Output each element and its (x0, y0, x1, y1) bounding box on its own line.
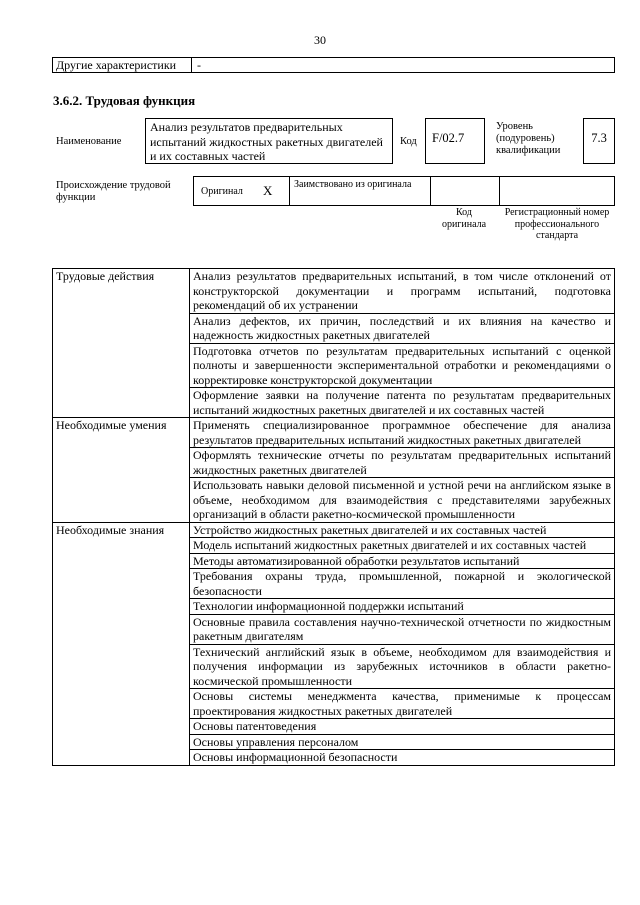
table-cell: Требования охраны труда, промышленной, пожарной и экологической безопасности (190, 569, 615, 599)
table-row (53, 269, 615, 314)
borrowed-label: Заимствовано из оригинала (294, 179, 412, 190)
table-cell: Основы информационной безопасности (190, 750, 615, 766)
section-heading: 3.6.2. Трудовая функция (53, 93, 196, 108)
name-label: Наименование (56, 136, 122, 147)
divider (191, 58, 192, 72)
level-value: 7.3 (591, 131, 607, 145)
other-characteristics-label: Другие характеристики (56, 58, 177, 72)
table-cell: Основные правила составления научно-технической отчетности по жидкостным ракетным двигателям (190, 614, 615, 644)
table-cell: Основы управления персоналом (190, 734, 615, 750)
code-label: Код (400, 136, 417, 147)
table-cell: Использовать навыки деловой письменной и устной речи на английском языке в объеме, необходимом для взаимодействия с представителями зарубежных организаций в области ракетно-космической промышленности (190, 478, 615, 523)
table-cell: Анализ дефектов, их причин, последствий и их влияния на качество и надежность жидкостных ракетных двигателей (190, 313, 615, 343)
table-cell: Основы системы менеджмента качества, применимые к процессам проектирования жидкостных ракетных двигателей (190, 689, 615, 719)
reg-number-caption: Регистрационный номер профессионального стандарта (504, 207, 610, 241)
original-mark: X (263, 183, 273, 198)
section-title: Необходимые знания (53, 522, 190, 765)
other-characteristics-value: - (197, 58, 201, 72)
original-label: Оригинал (201, 186, 243, 197)
table-cell: Анализ результатов предварительных испытаний, в том числе отклонений от конструкторской документации и программ испытаний, подготовка рекомендаций об их устранении (190, 269, 615, 314)
code-original-caption: Код оригинала (441, 207, 487, 230)
table-cell: Методы автоматизированной обработки результатов испытаний (190, 553, 615, 569)
table-row (53, 418, 615, 448)
table-cell: Технический английский язык в объеме, необходимом для взаимодействия и получения информации из зарубежных источников в области ракетно-космической промышленности (190, 644, 615, 689)
other-characteristics-row (52, 57, 615, 73)
code-value: F/02.7 (432, 131, 465, 145)
table-cell: Устройство жидкостных ракетных двигателей и их составных частей (190, 522, 615, 538)
page-number: 30 (314, 33, 326, 47)
borrowed-box (289, 176, 431, 206)
table-cell: Оформление заявки на получение патента по результатам предварительных испытаний жидкостных ракетных двигателей и их составных частей (190, 388, 615, 418)
table-row (53, 522, 615, 538)
table-cell: Модель испытаний жидкостных ракетных двигателей и их составных частей (190, 538, 615, 554)
code-box (425, 118, 485, 164)
section-title: Трудовые действия (53, 269, 190, 418)
table-cell: Подготовка отчетов по результатам предварительных испытаний с оценкой полноты и завершенности экспериментальной отработки и рекомендациями о корректировке конструкторской документации (190, 343, 615, 388)
section-title: Необходимые умения (53, 418, 190, 523)
origin-label: Происхождение трудовой функции (56, 180, 171, 203)
reg-number-box (499, 176, 615, 206)
table-cell: Оформлять технические отчеты по результатам предварительных испытаний жидкостных ракетных двигателей (190, 448, 615, 478)
original-box (193, 176, 290, 206)
code-original-box (430, 176, 500, 206)
level-box (583, 118, 615, 164)
function-name-value: Анализ результатов предварительных испытаний жидкостных ракетных двигателей и их составных частей (150, 120, 383, 163)
table-cell: Основы патентоведения (190, 719, 615, 735)
table-cell: Применять специализированное программное обеспечение для анализа результатов предварительных испытаний жидкостных ракетных двигателей (190, 418, 615, 448)
function-name-box (145, 118, 393, 164)
table-cell: Технологии информационной поддержки испытаний (190, 599, 615, 615)
level-label: Уровень (подуровень) квалификации (496, 121, 561, 156)
labor-function-table (52, 268, 615, 766)
